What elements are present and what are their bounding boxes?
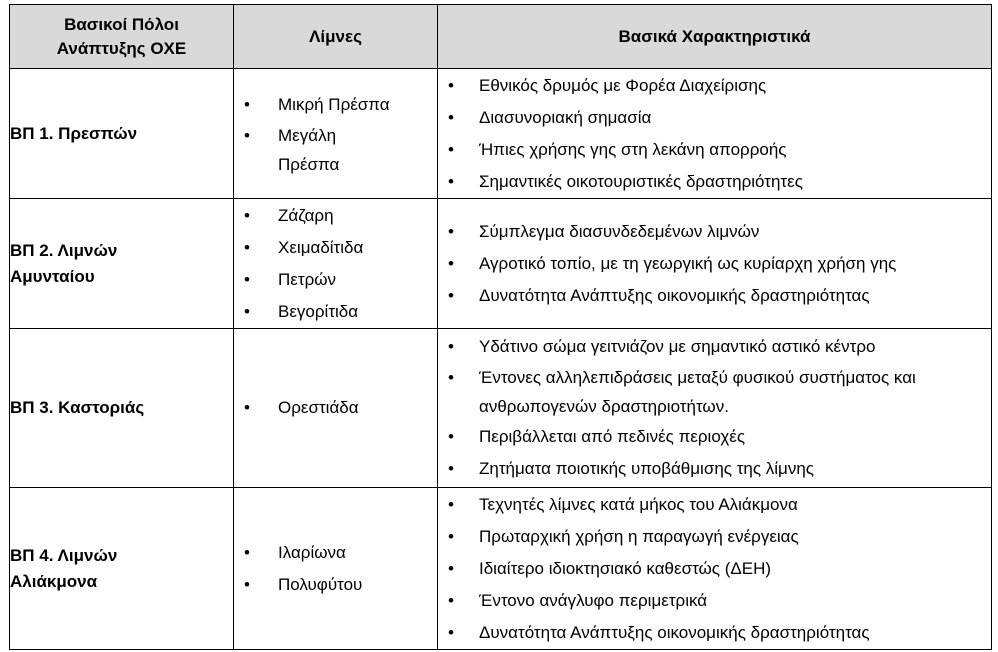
- feature-item: • Περιβάλλεται από πεδινές περιοχές: [479, 421, 991, 453]
- pole-cell: [10, 199, 234, 329]
- pole-name: ΒΠ 2. Λιμνών: [10, 240, 118, 260]
- lakes-list: [234, 537, 437, 601]
- feature-item: • Σημαντικές οικοτουριστικές δραστηριότητες: [479, 166, 991, 198]
- feature-item: • Σύμπλεγμα διασυνδεδεμένων λιμνών: [479, 216, 991, 248]
- feature-item: • Δυνατότητα Ανάπτυξης οικονομικής δραστηριότητας: [479, 280, 991, 312]
- lake-item: • Ζάζαρη: [278, 200, 437, 232]
- lake-item: • Μικρή Πρέσπα: [278, 89, 437, 121]
- feature-item: • Αγροτικό τοπίο, με τη γεωργική ως κυρίαρχη χρήση γης: [479, 248, 991, 280]
- feature-item: • Έντονες αλληλεπιδράσεις μεταξύ φυσικού συστήματος και ανθρωπογενών δραστηριοτήτων.: [479, 363, 959, 421]
- lake-item: • Πετρών: [278, 264, 437, 296]
- features-list: [438, 331, 991, 485]
- feature-item: • Υδάτινο σώμα γειτνιάζον με σημαντικό αστικό κέντρο: [479, 331, 991, 363]
- features-cell: [438, 69, 992, 199]
- feature-item: • Ιδιαίτερο ιδιοκτησιακό καθεστώς (ΔΕΗ): [479, 553, 991, 585]
- features-list: [438, 489, 991, 649]
- pole-name-line2: Αλιάκμονα: [10, 571, 98, 591]
- feature-item: • Δυνατότητα Ανάπτυξης οικονομικής δραστηριότητας: [479, 617, 991, 649]
- pole-cell: [10, 329, 234, 488]
- lake-item: • Ιλαρίωνα: [278, 537, 437, 569]
- features-list: [438, 70, 991, 198]
- table-row: [10, 488, 992, 650]
- lakes-cell: [234, 329, 438, 488]
- features-cell: [438, 488, 992, 650]
- feature-item: • Διασυνοριακή σημασία: [479, 102, 991, 134]
- table-row: [10, 199, 992, 329]
- header-lakes: Λίμνες: [234, 5, 438, 69]
- pole-name-line2: Αμυνταίου: [10, 266, 95, 286]
- header-poles: [10, 5, 234, 69]
- pole-name: ΒΠ 4. Λιμνών: [10, 545, 118, 565]
- header-poles-line2: Ανάπτυξης ΟΧΕ: [56, 38, 187, 58]
- lake-item: • Μεγάλη Πρέσπα: [278, 121, 378, 179]
- features-list: [438, 216, 991, 312]
- lakes-cell: [234, 69, 438, 199]
- lakes-cell: [234, 488, 438, 650]
- features-cell: [438, 199, 992, 329]
- lakes-cell: [234, 199, 438, 329]
- lakes-list: [234, 89, 437, 179]
- feature-item: • Εθνικός δρυμός με Φορέα Διαχείρισης: [479, 70, 991, 102]
- pole-cell: [10, 488, 234, 650]
- features-cell: [438, 329, 992, 488]
- feature-item: • Πρωταρχική χρήση η παραγωγή ενέργειας: [479, 521, 991, 553]
- feature-item: • Έντονο ανάγλυφο περιμετρικά: [479, 585, 991, 617]
- table-row: [10, 329, 992, 488]
- header-features: Βασικά Χαρακτηριστικά: [438, 5, 992, 69]
- lake-poles-table: [9, 4, 992, 650]
- feature-item: • Τεχνητές λίμνες κατά μήκος του Αλιάκμονα: [479, 489, 991, 521]
- header-poles-line1: Βασικοί Πόλοι: [64, 14, 179, 34]
- pole-name: ΒΠ 1. Πρεσπών: [10, 123, 138, 143]
- pole-name: ΒΠ 3. Καστοριάς: [10, 398, 145, 417]
- lake-item: • Βεγορίτιδα: [278, 296, 437, 328]
- lake-item: • Χειμαδίτιδα: [278, 232, 437, 264]
- feature-item: • Ζητήματα ποιοτικής υποβάθμισης της λίμνης: [479, 453, 991, 485]
- lake-item: • Πολυφύτου: [278, 569, 437, 601]
- pole-cell: [10, 69, 234, 199]
- lake-item: • Ορεστιάδα: [278, 392, 437, 424]
- feature-item: • Ήπιες χρήσης γης στη λεκάνη απορροής: [479, 134, 991, 166]
- header-row: [10, 5, 992, 69]
- lakes-list: [234, 392, 437, 424]
- table-row: [10, 69, 992, 199]
- lakes-list: [234, 200, 437, 328]
